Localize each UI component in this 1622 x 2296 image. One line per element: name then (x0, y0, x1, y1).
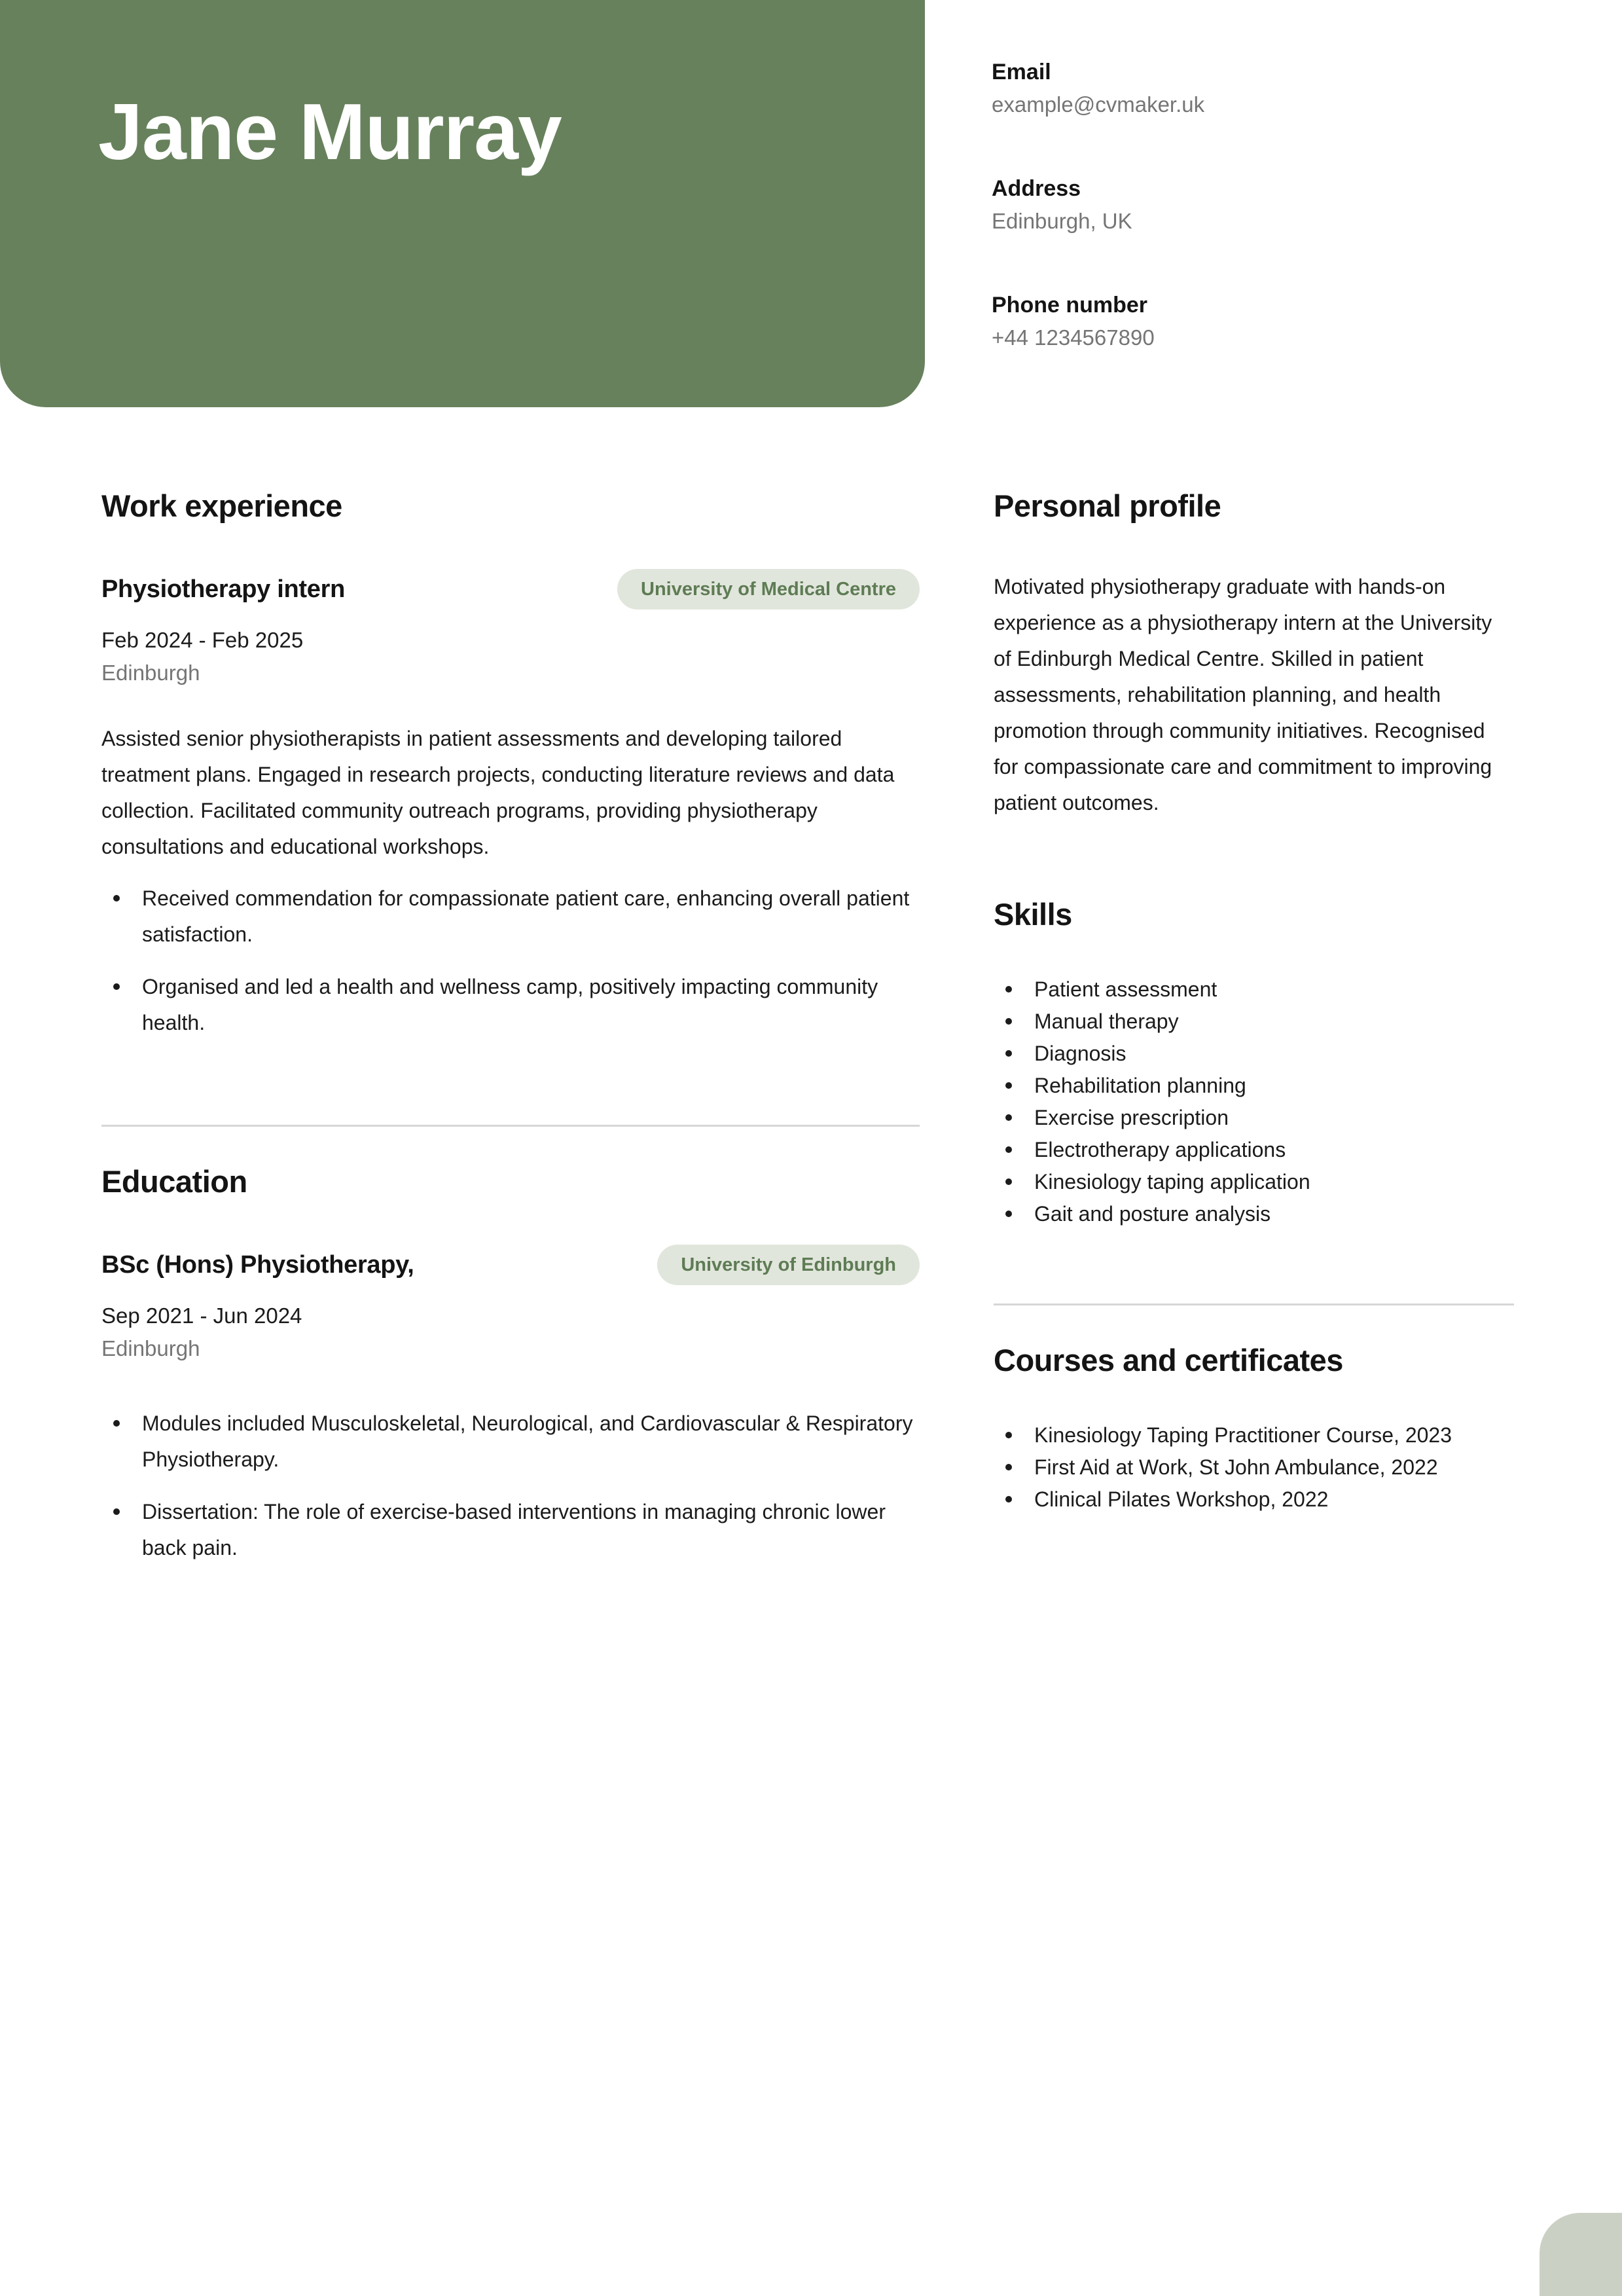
education-entry-header (101, 1245, 920, 1285)
corner-decoration (1540, 2213, 1622, 2296)
list-item: Kinesiology taping application (994, 1166, 1514, 1198)
list-item: Clinical Pilates Workshop, 2022 (994, 1484, 1514, 1516)
address-value: Edinburgh, UK (992, 209, 1132, 233)
list-item: Kinesiology Taping Practitioner Course, 2023 (994, 1419, 1514, 1451)
contact-section (992, 58, 1555, 407)
education-heading: Education (101, 1164, 247, 1199)
person-name: Jane Murray (98, 87, 562, 176)
education-bullet-list (101, 1406, 920, 1566)
work-entry-dates: Feb 2024 - Feb 2025 (101, 628, 304, 652)
courses-heading: Courses and certificates (994, 1343, 1343, 1377)
phone-value: +44 1234567890 (992, 325, 1155, 350)
courses-list (994, 1419, 1514, 1516)
left-column (101, 488, 920, 1582)
left-divider (101, 1125, 920, 1127)
list-item: Manual therapy (994, 1006, 1514, 1038)
work-summary: Assisted senior physiotherapists in patient assessments and developing tailored treatment plans. Engaged in research projects, conducting literature reviews and data collection. Facilitated community outreach programs, providing physiotherapy consultations and educational workshops. (101, 727, 895, 858)
list-item: Exercise prescription (994, 1102, 1514, 1134)
contact-group-email (992, 58, 1555, 119)
education-entry-dates: Sep 2021 - Jun 2024 (101, 1303, 302, 1328)
education-entry-location: Edinburgh (101, 1336, 200, 1360)
list-item: Electrotherapy applications (994, 1134, 1514, 1166)
personal-profile-text: Motivated physiotherapy graduate with hands-on experience as a physiotherapy intern at the University of Edinburgh Medical Centre. Skilled in patient assessments, rehabilitation planning, and health promotion through community initiatives. Recognised for compassionate care and commitment to improving patient outcomes. (994, 575, 1492, 814)
email-value: example@cvmaker.uk (992, 92, 1205, 117)
list-item: Received commendation for compassionate patient care, enhancing overall patient satisfaction. (101, 881, 920, 953)
contact-group-address (992, 174, 1555, 236)
work-experience-heading: Work experience (101, 488, 342, 523)
list-item: Diagnosis (994, 1038, 1514, 1070)
education-entry-title: BSc (Hons) Physiotherapy, (101, 1251, 414, 1279)
header-banner (0, 0, 925, 407)
work-bullet-list (101, 881, 920, 1041)
list-item: Dissertation: The role of exercise-based interventions in managing chronic lower back pain. (101, 1494, 920, 1566)
work-entry-location: Edinburgh (101, 661, 200, 685)
education-school-badge: University of Edinburgh (657, 1245, 920, 1285)
list-item: Organised and led a health and wellness camp, positively impacting community health. (101, 969, 920, 1041)
list-item: Gait and posture analysis (994, 1198, 1514, 1230)
skills-heading: Skills (994, 897, 1072, 932)
skills-list (994, 974, 1514, 1230)
address-label: Address (992, 176, 1081, 201)
list-item: Modules included Musculoskeletal, Neurological, and Cardiovascular & Respiratory Physiotherapy. (101, 1406, 920, 1478)
list-item: First Aid at Work, St John Ambulance, 2022 (994, 1451, 1514, 1484)
list-item: Patient assessment (994, 974, 1514, 1006)
contact-group-phone (992, 291, 1555, 352)
work-entry-title: Physiotherapy intern (101, 575, 345, 603)
email-label: Email (992, 60, 1051, 84)
right-divider (994, 1303, 1514, 1305)
phone-label: Phone number (992, 293, 1148, 318)
work-entry-header (101, 569, 920, 610)
list-item: Rehabilitation planning (994, 1070, 1514, 1102)
work-employer-badge: University of Medical Centre (617, 569, 920, 610)
right-column (994, 488, 1514, 1516)
personal-profile-heading: Personal profile (994, 488, 1221, 523)
